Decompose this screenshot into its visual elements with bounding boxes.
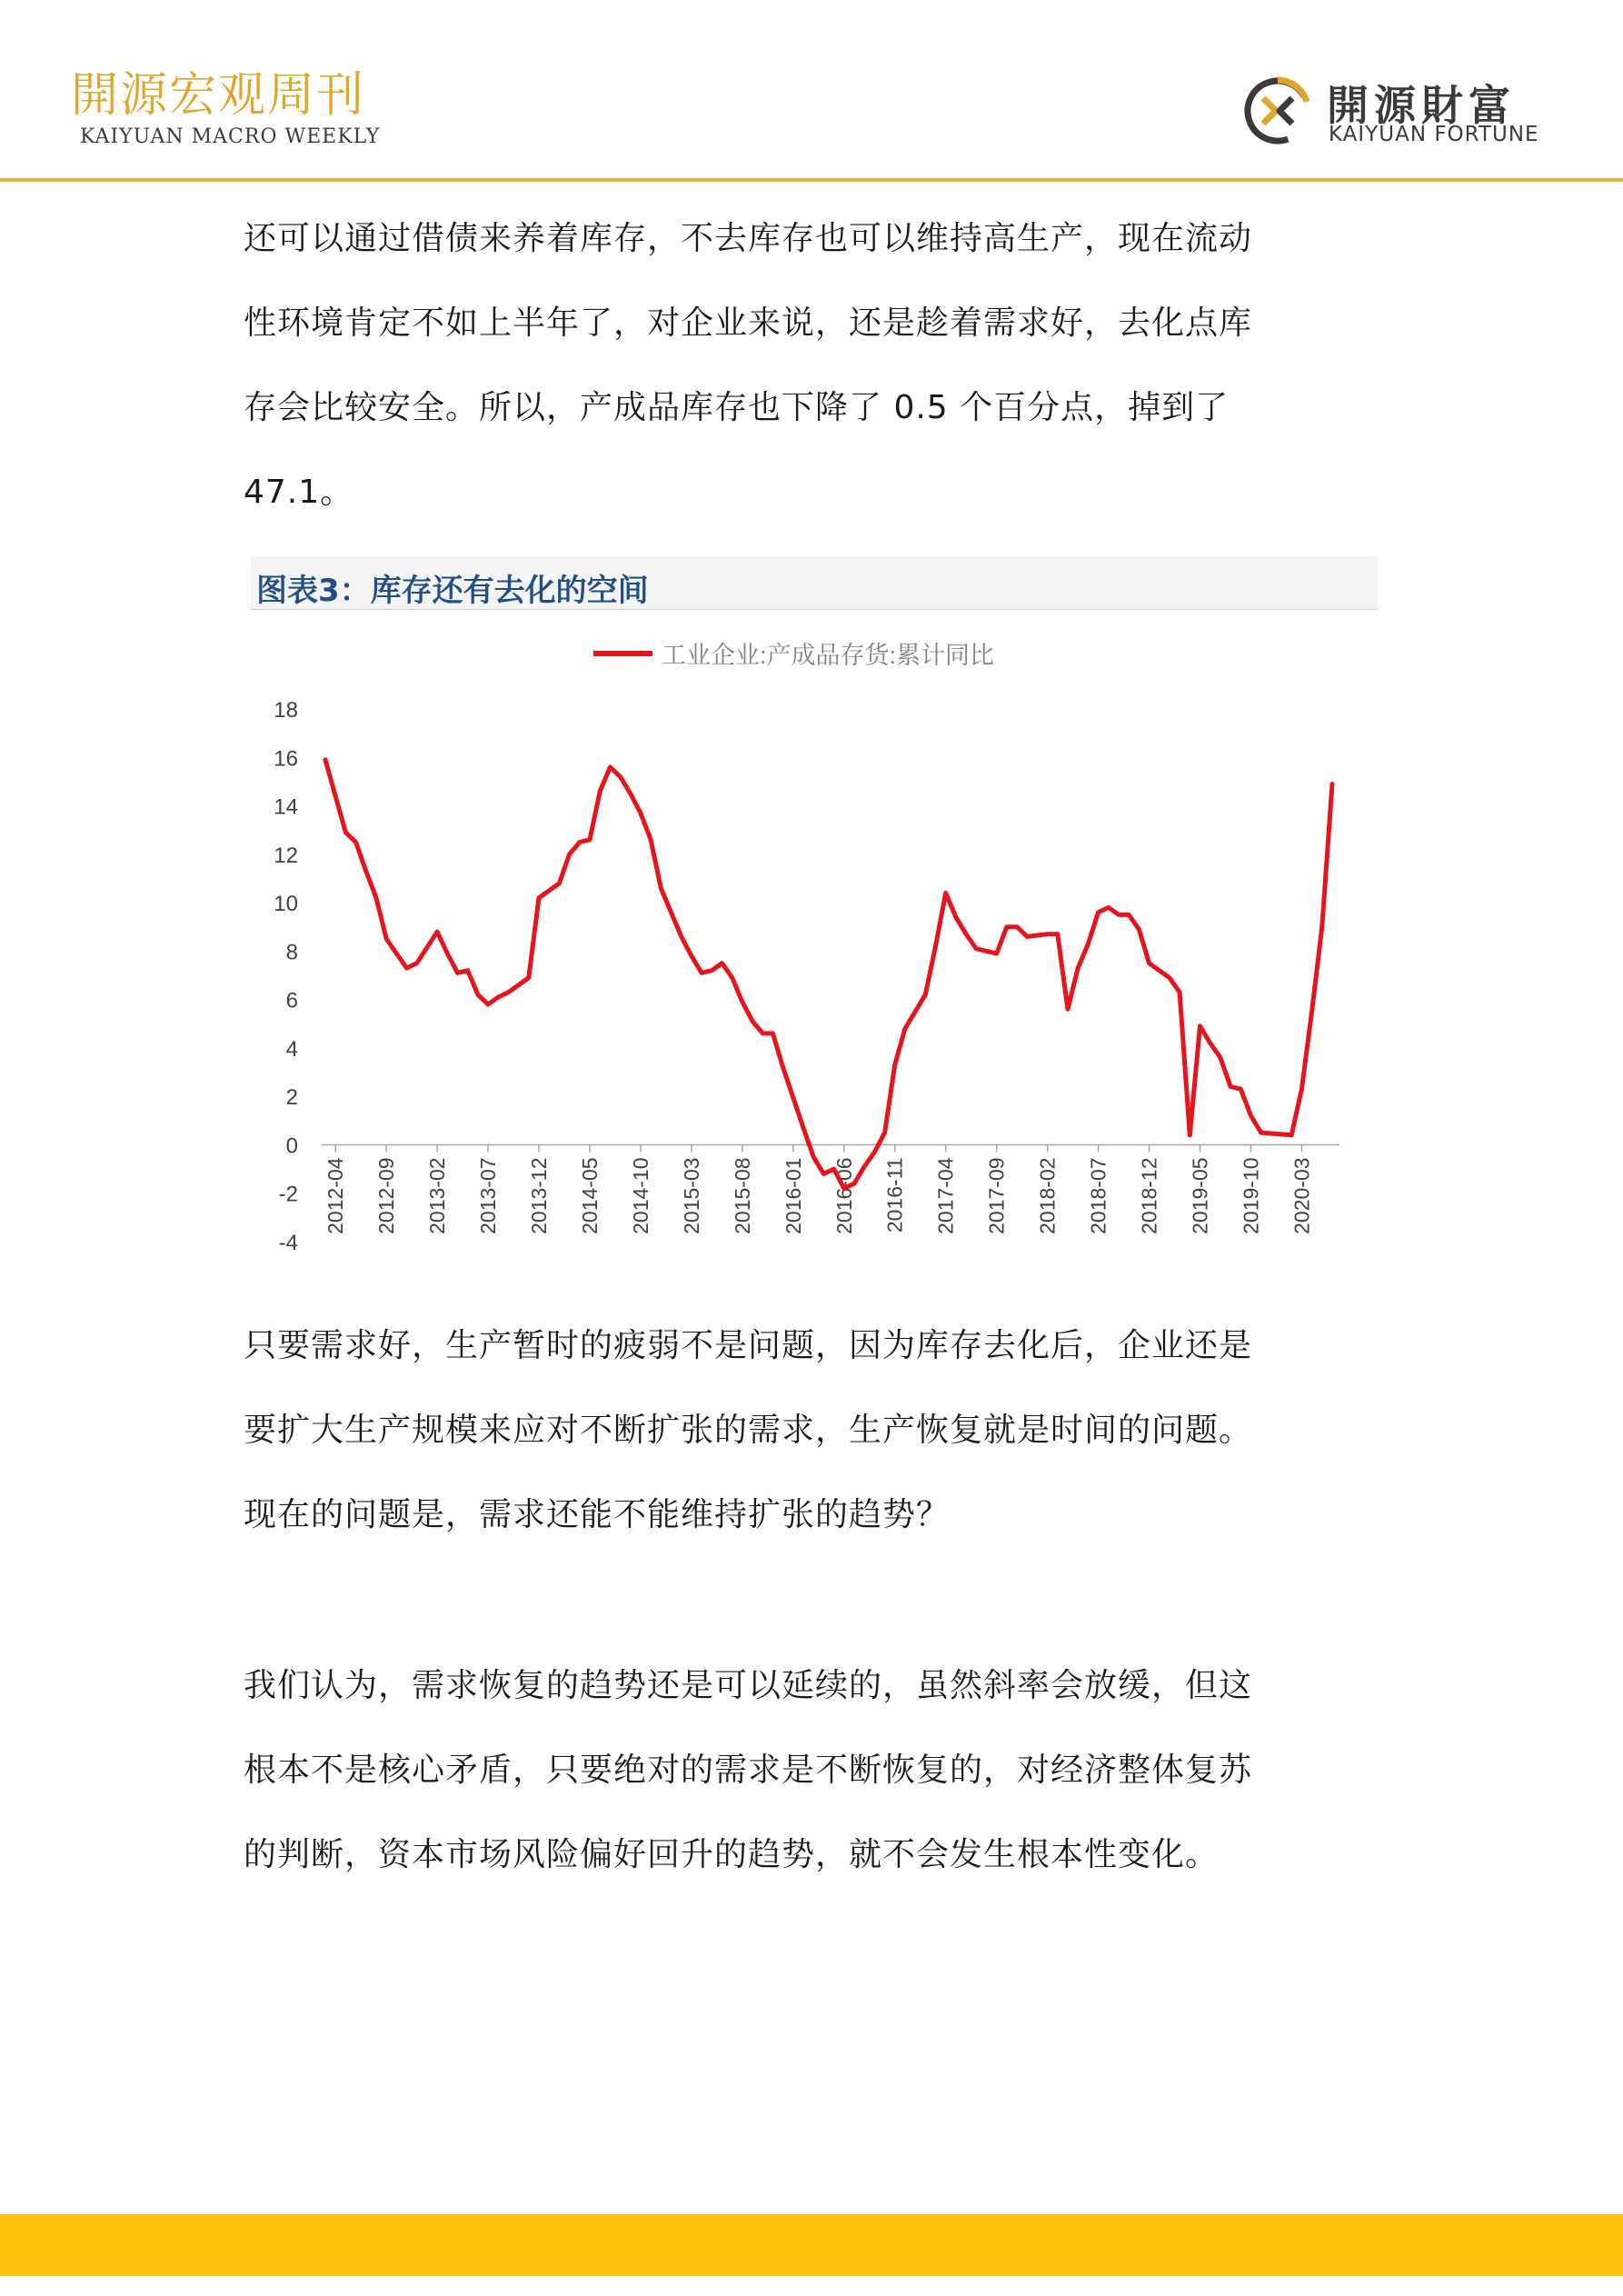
publication-title: 開源宏观周刊 — [71, 68, 366, 123]
series-line — [325, 760, 1332, 1189]
y-tick-label: 10 — [274, 892, 298, 917]
paragraph-line: 现在的问题是，需求还能不能维持扩张的趋势？ — [244, 1496, 951, 1533]
paragraph-line: 47.1。 — [244, 474, 354, 511]
x-tick-label: 2013-07 — [476, 1157, 501, 1234]
y-tick-label: 2 — [285, 1085, 298, 1111]
logo-text-en: KAIYUAN FORTUNE — [1329, 123, 1539, 146]
y-tick-label: -4 — [278, 1231, 298, 1255]
y-tick-label: 18 — [274, 698, 298, 723]
x-tick-label: 2017-04 — [933, 1157, 958, 1234]
x-tick-label: 2020-03 — [1289, 1157, 1314, 1234]
x-tick-label: 2014-10 — [628, 1157, 652, 1234]
header-divider — [0, 178, 1623, 182]
paragraph-3 — [244, 1643, 1378, 1897]
logo-text-cn: 開源財富 — [1327, 81, 1516, 130]
logo-mark-icon — [1241, 75, 1314, 147]
legend-label: 工业企业:产成品存货:累计同比 — [662, 642, 995, 669]
paragraph-line: 的判断，资本市场风险偏好回升的趋势，就不会发生根本性变化。 — [244, 1836, 1220, 1873]
paragraph-line: 性环境肯定不如上半年了，对企业来说，还是趁着需求好，去化点库 — [244, 304, 1253, 342]
paragraph-line: 存会比较安全。所以，产成品库存也下降了 0.5 个百分点，掉到了 — [244, 389, 1230, 426]
paragraph-line: 要扩大生产规模来应对不断扩张的需求，生产恢复就是时间的问题。 — [244, 1412, 1253, 1449]
y-tick-label: 16 — [274, 746, 298, 772]
paragraph-line: 还可以通过借债来养着库存，不去库存也可以维持高生产，现在流动 — [244, 220, 1253, 257]
x-tick-label: 2013-02 — [425, 1157, 450, 1234]
figure-title: 图表3：库存还有去化的空间 — [256, 573, 649, 609]
x-tick-label: 2015-08 — [730, 1157, 754, 1234]
x-tick-label: 2012-04 — [324, 1157, 348, 1234]
paragraph-line: 我们认为，需求恢复的趋势还是可以延续的，虽然斜率会放缓，但这 — [244, 1667, 1253, 1704]
x-tick-label: 2016-11 — [882, 1157, 907, 1233]
x-tick-label: 2014-05 — [577, 1157, 602, 1234]
y-tick-label: 8 — [285, 940, 298, 965]
company-logo — [1241, 71, 1559, 153]
publication-subtitle: KAIYUAN MACRO WEEKLY — [80, 125, 381, 148]
x-tick-label: 2016-06 — [831, 1157, 856, 1234]
y-tick-label: 14 — [274, 794, 298, 820]
x-tick-label: 2019-05 — [1188, 1157, 1212, 1234]
paragraph-2 — [244, 1303, 1378, 1557]
y-tick-label: 6 — [285, 988, 298, 1013]
y-tick-label: 12 — [274, 843, 298, 868]
inventory-chart — [251, 618, 1378, 1280]
footer-bar — [0, 2214, 1623, 2276]
y-tick-label: 0 — [285, 1133, 298, 1159]
x-tick-label: 2018-02 — [1035, 1157, 1060, 1234]
figure-title-bar — [251, 556, 1378, 610]
x-tick-label: 2019-10 — [1239, 1157, 1263, 1234]
x-tick-label: 2012-09 — [374, 1157, 399, 1234]
x-tick-label: 2018-07 — [1086, 1157, 1110, 1234]
page-header — [0, 0, 1623, 182]
paragraph-1 — [244, 196, 1378, 534]
paragraph-line: 只要需求好，生产暂时的疲弱不是问题，因为库存去化后，企业还是 — [244, 1327, 1253, 1364]
y-tick-label: 4 — [285, 1036, 298, 1062]
x-tick-label: 2017-09 — [984, 1157, 1009, 1234]
y-tick-label: -2 — [278, 1182, 298, 1207]
x-tick-label: 2013-12 — [527, 1157, 552, 1234]
x-tick-label: 2015-03 — [679, 1157, 703, 1234]
chart-svg — [251, 618, 1378, 1280]
x-tick-label: 2018-12 — [1137, 1157, 1161, 1234]
x-tick-label: 2016-01 — [781, 1157, 805, 1234]
paragraph-line: 根本不是核心矛盾，只要绝对的需求是不断恢复的，对经济整体复苏 — [244, 1752, 1253, 1789]
